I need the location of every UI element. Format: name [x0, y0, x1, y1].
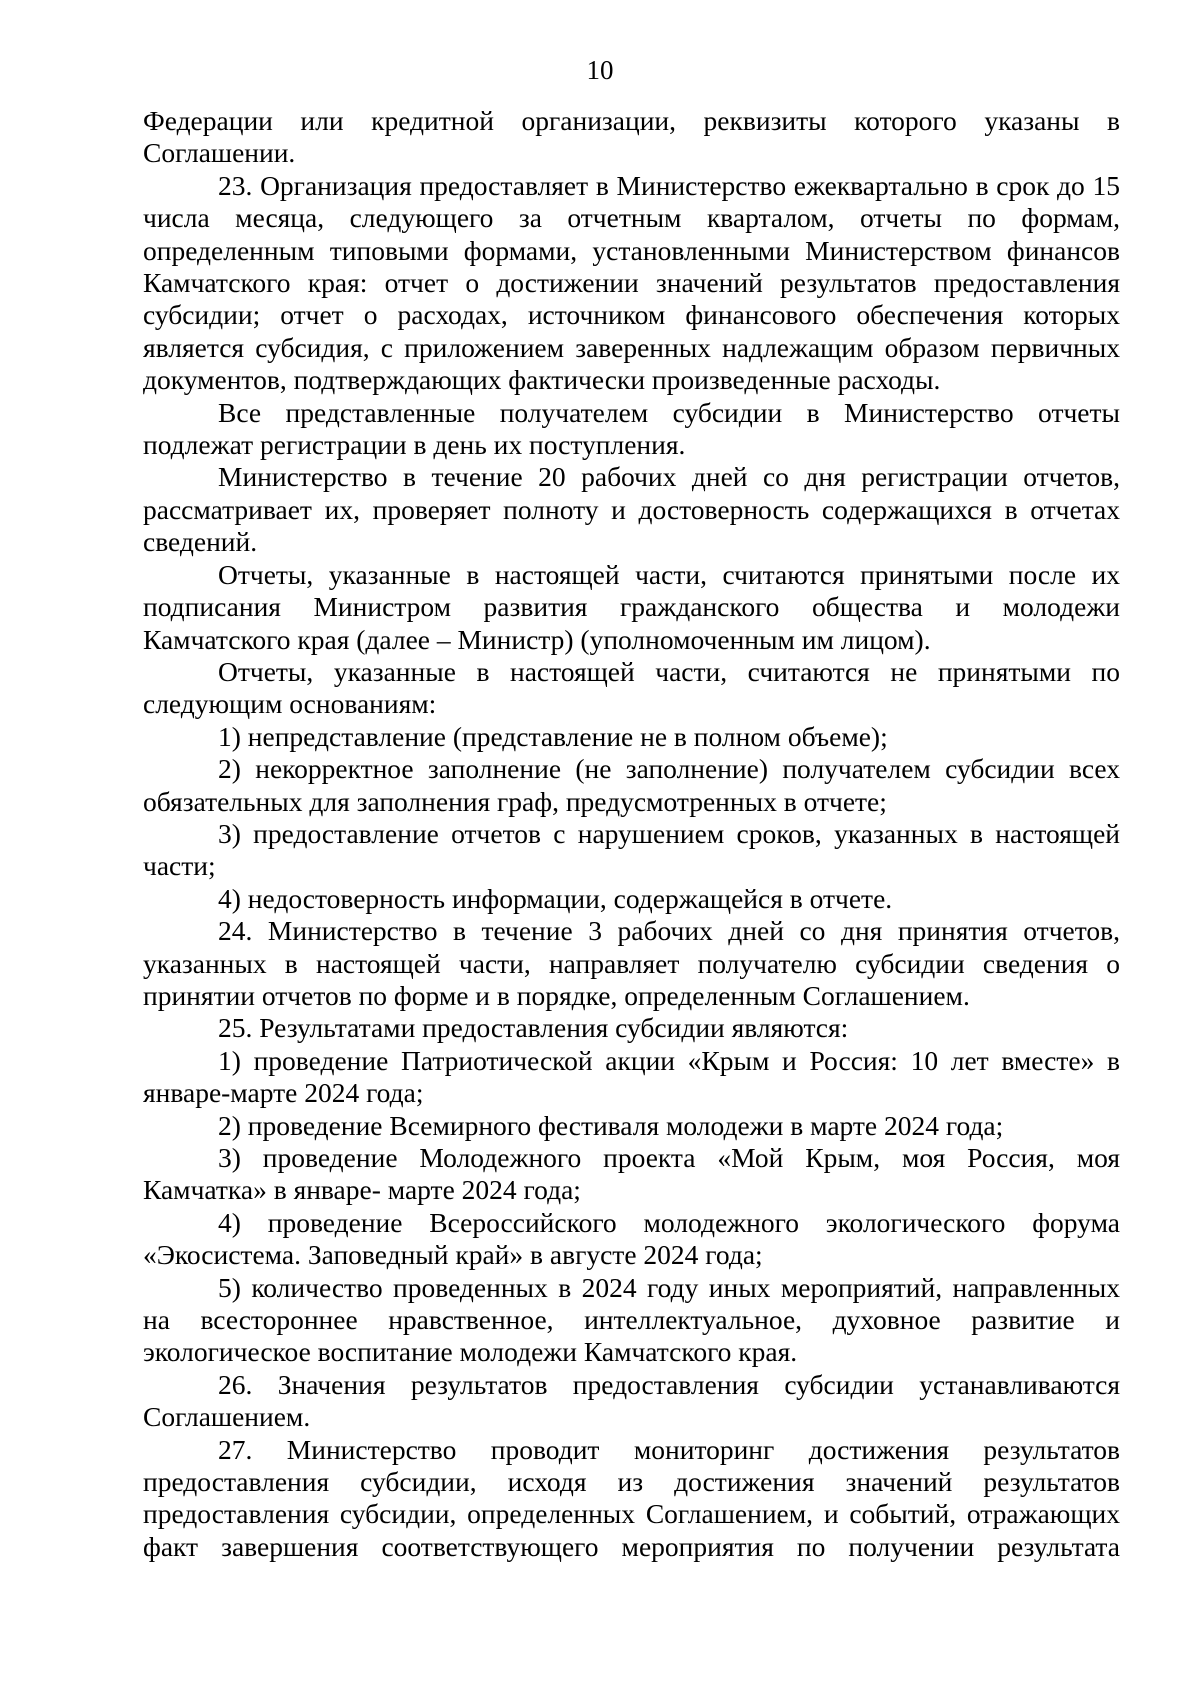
- paragraph-reports-registration: Все представленные получателем субсидии в Министерство отчеты подлежат регистрации в день их поступления.: [143, 396, 1120, 461]
- list-item-result-5: 5) количество проведенных в 2024 году иных мероприятий, направленных на всестороннее нравственное, интеллектуальное, духовное развитие и экологическое воспитание молодежи Камчатского края.: [143, 1271, 1120, 1368]
- paragraph-continuation: Федерации или кредитной организации, реквизиты которого указаны в Соглашении.: [143, 105, 1120, 169]
- list-item-result-4: 4) проведение Всероссийского молодежного экологического форума «Экосистема. Заповедный край» в августе 2024 года;: [143, 1206, 1120, 1271]
- paragraph-clause-24: 24. Министерство в течение 3 рабочих дней со дня принятия отчетов, указанных в настоящей части, направляет получателю субсидии сведения о принятии отчетов по форме и в порядке, определенным Соглашением.: [143, 915, 1120, 1011]
- list-item-ground-4: 4) недостоверность информации, содержащейся в отчете.: [218, 882, 893, 914]
- list-item-ground-2: 2) некорректное заполнение (не заполнение) получателем субсидии всех обязательных для заполнения граф, предусмотренных в отчете;: [143, 753, 1120, 817]
- document-body: [143, 105, 1120, 1563]
- list-item-ground-3: 3) предоставление отчетов с нарушением сроков, указанных в настоящей части;: [143, 817, 1120, 882]
- paragraph-clause-23: 23. Организация предоставляет в Министерство ежеквартально в срок до 15 числа месяца, следующего за отчетным кварталом, отчеты по формам, определенным типовыми формами, установленными Министерством финансов Камчатского края: отчет о достижении значений результатов предоставления субсидии; отчет о расходах, источником финансового обеспечения которых является субсидия, с приложением заверенных надлежащим образом первичных документов, подтверждающих фактически произведенные расходы.: [143, 169, 1120, 396]
- paragraph-reports-not-accepted: Отчеты, указанные в настоящей части, считаются не принятыми по следующим основаниям:: [143, 655, 1120, 720]
- list-item-result-3: 3) проведение Молодежного проекта «Мой Крым, моя Россия, моя Камчатка» в январе- марте 2024 года;: [143, 1142, 1120, 1206]
- list-item-ground-1: 1) непредставление (представление не в полном объеме);: [218, 720, 888, 752]
- paragraph-clause-26: 26. Значения результатов предоставления субсидии устанавливаются Соглашением.: [143, 1368, 1120, 1433]
- paragraph-clause-25: 25. Результатами предоставления субсидии являются:: [218, 1012, 849, 1044]
- paragraph-clause-27: 27. Министерство проводит мониторинг достижения результатов предоставления субсидии, исходя из достижения значений результатов предоставления субсидии, определенных Соглашением, и событий, отражающих факт завершения соответствующего мероприятия по получении результата: [143, 1433, 1120, 1562]
- page-number: 10: [586, 55, 614, 85]
- list-item-result-2: 2) проведение Всемирного фестиваля молодежи в марте 2024 года;: [218, 1109, 1004, 1141]
- paragraph-reports-accepted: Отчеты, указанные в настоящей части, считаются принятыми после их подписания Министром развития гражданского общества и молодежи Камчатского края (далее – Министр) (уполномоченным им лицом).: [143, 558, 1120, 655]
- paragraph-reports-review: Министерство в течение 20 рабочих дней со дня регистрации отчетов, рассматривает их, проверяет полноту и достоверность содержащихся в отчетах сведений.: [143, 461, 1120, 558]
- list-item-result-1: 1) проведение Патриотической акции «Крым и Россия: 10 лет вместе» в январе-марте 2024 года;: [143, 1044, 1120, 1109]
